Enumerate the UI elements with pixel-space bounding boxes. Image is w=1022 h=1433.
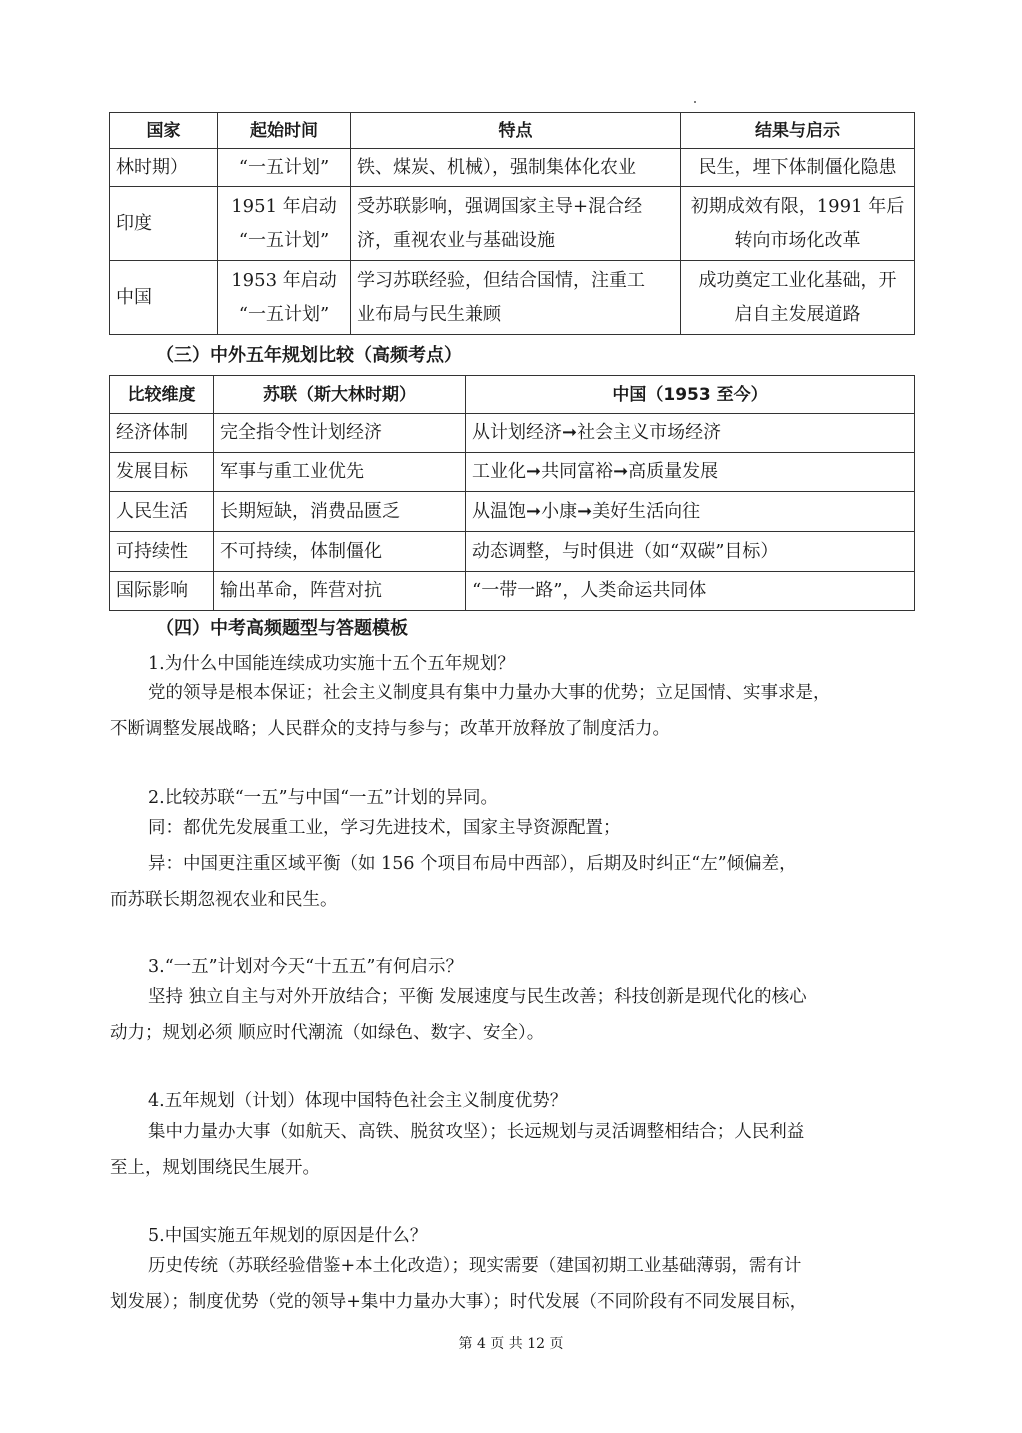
start-line: 1951 年启动	[231, 195, 337, 217]
result-cell: 民生，埋下体制僵化隐患	[681, 149, 915, 187]
table-row	[110, 572, 915, 611]
ussr-cell: 不可持续，体制僵化	[214, 532, 466, 572]
table-row	[110, 492, 915, 532]
start-cell	[218, 187, 351, 261]
section-heading: （三）中外五年规划比较（高频考点）	[156, 345, 462, 366]
answer-line: 历史传统（苏联经验借鉴+本土化改造）；现实需要（建国初期工业基础薄弱，需有计	[148, 1256, 802, 1276]
answer-line: 集中力量办大事（如航天、高铁、脱贫攻坚）；长远规划与灵活调整相结合；人民利益	[148, 1122, 805, 1142]
table-row	[110, 261, 915, 335]
features-line: 济，重视农业与基础设施	[357, 229, 555, 251]
result-line: 转向市场化改革	[734, 229, 861, 251]
features-line: 受苏联影响，强调国家主导+混合经	[357, 195, 643, 217]
question-text: 2.比较苏联“一五”与中国“一五”计划的异同。	[148, 788, 498, 808]
answer-block	[110, 979, 920, 1051]
page-footer: 第 4 页 共 12 页	[458, 1336, 564, 1352]
features-cell	[351, 261, 681, 335]
result-cell	[681, 261, 915, 335]
section-heading: （四）中考高频题型与答题模板	[156, 618, 408, 639]
table-row	[110, 187, 915, 261]
answer-block	[110, 1248, 920, 1320]
header-cell: 国家	[110, 113, 218, 149]
answer-line: 异：中国更注重区域平衡（如 156 个项目布局中西部），后期及时纠正“左”倾偏差，	[148, 854, 797, 874]
start-line: “一五计划”	[238, 303, 330, 325]
features-line: 业布局与民生兼顾	[357, 303, 501, 325]
header-cell: 结果与启示	[681, 113, 915, 149]
answer-line: 党的领导是根本保证；社会主义制度具有集中力量办大事的优势；立足国情、实事求是，	[148, 683, 831, 703]
country-cell: 林时期）	[110, 149, 218, 187]
result-line: 初期成效有限，1991 年后	[690, 195, 905, 217]
dimension-cell: 经济体制	[110, 414, 214, 453]
result-line: 成功奠定工业化基础，开	[698, 269, 897, 291]
header-cell: 起始时间	[218, 113, 351, 149]
stray-mark	[694, 101, 696, 103]
answer-line: 至上，规划围绕民生展开。	[110, 1158, 320, 1178]
question-text: 5.中国实施五年规划的原因是什么？	[148, 1226, 428, 1246]
table-row	[110, 414, 915, 453]
result-cell	[681, 187, 915, 261]
ussr-cell: 完全指令性计划经济	[214, 414, 466, 453]
dimension-cell: 国际影响	[110, 572, 214, 611]
country-comparison-table	[109, 112, 915, 335]
answer-block	[110, 675, 920, 747]
features-line: 学习苏联经验，但结合国情，注重工	[357, 269, 645, 291]
header-cell: 中国（1953 至今）	[466, 376, 915, 414]
result-line: 启自主发展道路	[734, 303, 861, 325]
china-cell: 从温饱➞小康➞美好生活向往	[466, 492, 915, 532]
five-year-plan-comparison-table	[109, 375, 915, 611]
start-cell: “一五计划”	[218, 149, 351, 187]
question-text: 4.五年规划（计划）体现中国特色社会主义制度优势？	[148, 1091, 568, 1111]
answer-line: 坚持 独立自主与对外开放结合；平衡 发展速度与民生改善；科技创新是现代化的核心	[148, 987, 807, 1007]
answer-line: 划发展）；制度优势（党的领导+集中力量办大事）；时代发展（不同阶段有不同发展目标，	[110, 1292, 808, 1312]
dimension-cell: 可持续性	[110, 532, 214, 572]
china-cell: “一带一路”，人类命运共同体	[466, 572, 915, 611]
answer-line: 动力；规划必须 顺应时代潮流（如绿色、数字、安全）。	[110, 1023, 545, 1043]
country-cell: 印度	[110, 187, 218, 261]
dimension-cell: 人民生活	[110, 492, 214, 532]
country-cell: 中国	[110, 261, 218, 335]
header-cell: 苏联（斯大林时期）	[214, 376, 466, 414]
china-cell: 从计划经济➞社会主义市场经济	[466, 414, 915, 453]
start-line: 1953 年启动	[231, 269, 337, 291]
start-cell	[218, 261, 351, 335]
header-cell: 特点	[351, 113, 681, 149]
start-line: “一五计划”	[238, 229, 330, 251]
table-header-row	[110, 376, 915, 414]
dimension-cell: 发展目标	[110, 453, 214, 492]
table-row	[110, 149, 915, 187]
answer-line: 不断调整发展战略；人民群众的支持与参与；改革开放释放了制度活力。	[110, 719, 670, 739]
table-row	[110, 453, 915, 492]
features-cell: 铁、煤炭、机械），强制集体化农业	[351, 149, 681, 187]
ussr-cell: 输出革命，阵营对抗	[214, 572, 466, 611]
question-text: 1.为什么中国能连续成功实施十五个五年规划？	[148, 654, 515, 674]
table-row	[110, 532, 915, 572]
question-text: 3.“一五”计划对今天“十五五”有何启示？	[148, 957, 463, 977]
china-cell: 工业化➞共同富裕➞高质量发展	[466, 453, 915, 492]
table-header-row	[110, 113, 915, 149]
answer-line: 同：都优先发展重工业，学习先进技术，国家主导资源配置；	[148, 818, 621, 838]
answer-line: 而苏联长期忽视农业和民生。	[110, 890, 338, 910]
answer-block	[110, 1114, 920, 1186]
answer-block	[110, 810, 920, 918]
ussr-cell: 军事与重工业优先	[214, 453, 466, 492]
china-cell: 动态调整，与时俱进（如“双碳”目标）	[466, 532, 915, 572]
header-cell: 比较维度	[110, 376, 214, 414]
ussr-cell: 长期短缺，消费品匮乏	[214, 492, 466, 532]
features-cell	[351, 187, 681, 261]
